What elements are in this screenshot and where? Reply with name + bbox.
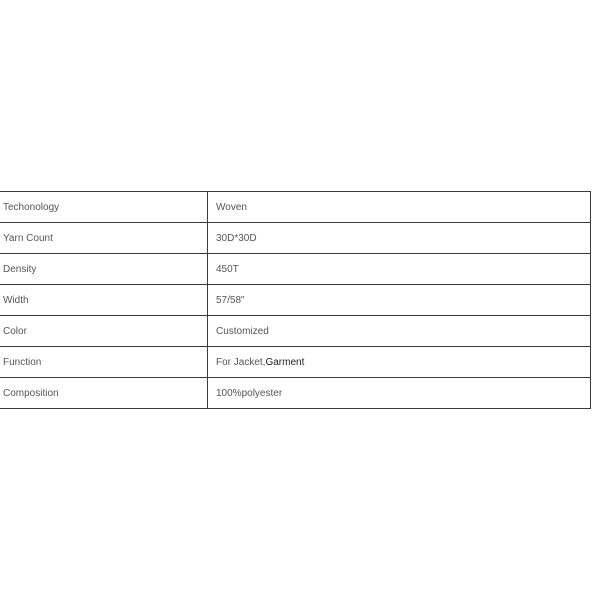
table-row bbox=[0, 192, 591, 223]
row-value: 100%polyester bbox=[208, 378, 591, 409]
row-label: Yarn Count bbox=[0, 223, 208, 254]
spec-table bbox=[0, 191, 591, 409]
row-value: 57/58" bbox=[208, 285, 591, 316]
row-label: Function bbox=[0, 347, 208, 378]
row-value: 450T bbox=[208, 254, 591, 285]
row-label: Width bbox=[0, 285, 208, 316]
table-row bbox=[0, 378, 591, 409]
row-label: Color bbox=[0, 316, 208, 347]
table-row bbox=[0, 347, 591, 378]
row-label: Composition bbox=[0, 378, 208, 409]
value-prefix: For Jacket, bbox=[216, 356, 266, 368]
table-row bbox=[0, 254, 591, 285]
value-suffix: Garment bbox=[265, 356, 305, 368]
row-value bbox=[208, 347, 591, 378]
row-value: Customized bbox=[208, 316, 591, 347]
table-row bbox=[0, 316, 591, 347]
table-row bbox=[0, 285, 591, 316]
row-label: Techonology bbox=[0, 192, 208, 223]
table-row bbox=[0, 223, 591, 254]
row-value: 30D*30D bbox=[208, 223, 591, 254]
row-label: Density bbox=[0, 254, 208, 285]
row-value: Woven bbox=[208, 192, 591, 223]
